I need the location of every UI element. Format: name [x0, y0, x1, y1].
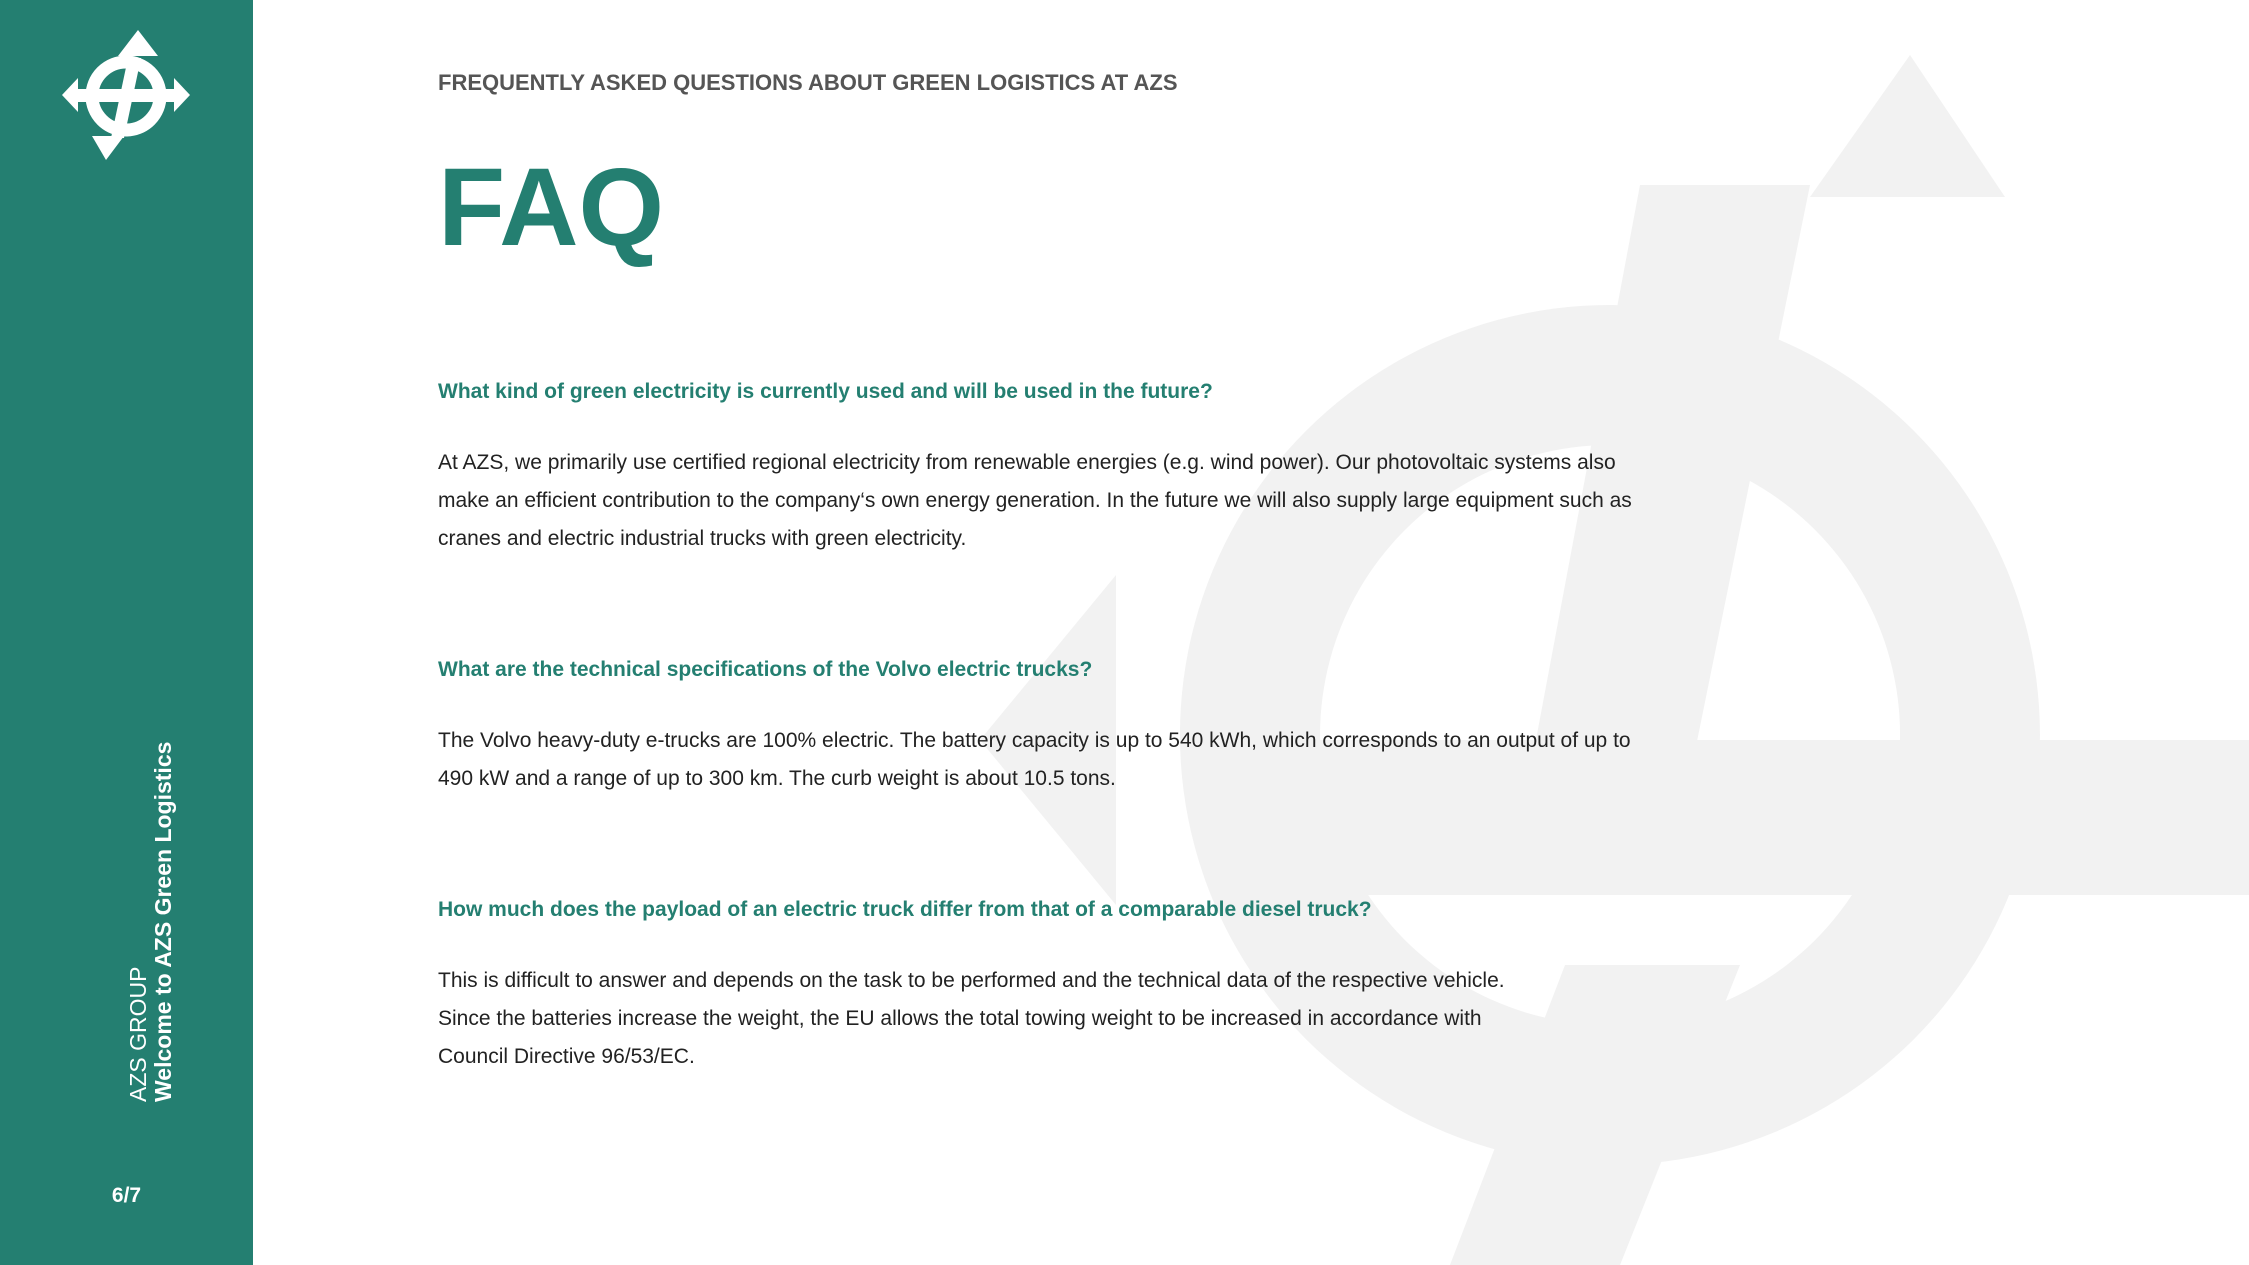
- page-kicker: FREQUENTLY ASKED QUESTIONS ABOUT GREEN LOGISTICS AT AZS: [438, 70, 1178, 95]
- sidebar: [0, 0, 253, 1265]
- answer-line: Since the batteries increase the weight, the EU allows the total towing weight to be increased in accordance with: [438, 1007, 1482, 1030]
- watermark-logo-icon: [980, 55, 2249, 1265]
- answer-line: 490 kW and a range of up to 300 km. The curb weight is about 10.5 tons.: [438, 767, 1116, 790]
- answer-line: cranes and electric industrial trucks with green electricity.: [438, 527, 967, 550]
- faq-question-1: What kind of green electricity is currently used and will be used in the future?: [438, 380, 1213, 403]
- sidebar-vertical-caption: [126, 742, 176, 1102]
- answer-line: Council Directive 96/53/EC.: [438, 1045, 695, 1068]
- azs-logo-icon: [62, 30, 190, 160]
- faq-question-3: How much does the payload of an electric truck differ from that of a comparable diesel truck?: [438, 898, 1372, 921]
- faq-question-2: What are the technical specifications of the Volvo electric trucks?: [438, 658, 1093, 681]
- page-indicator: 6/7: [111, 1184, 142, 1207]
- tagline: Welcome to AZS Green Logistics: [150, 741, 176, 1102]
- answer-line: At AZS, we primarily use certified regional electricity from renewable energies (e.g. wind power). Our photovoltaic systems also: [438, 451, 1616, 474]
- company-name: AZS GROUP: [125, 966, 151, 1102]
- answer-line: The Volvo heavy-duty e-trucks are 100% electric. The battery capacity is up to 540 kWh, which corresponds to an output of up to: [438, 729, 1631, 752]
- faq-answer-3: [438, 962, 1668, 1076]
- faq-answer-2: [438, 722, 1668, 798]
- answer-line: This is difficult to answer and depends on the task to be performed and the technical data of the respective vehicle.: [438, 969, 1505, 992]
- faq-answer-1: [438, 444, 1668, 558]
- answer-line: make an efficient contribution to the company‘s own energy generation. In the future we will also supply large equipment such as: [438, 489, 1632, 512]
- page-title: FAQ: [438, 146, 665, 269]
